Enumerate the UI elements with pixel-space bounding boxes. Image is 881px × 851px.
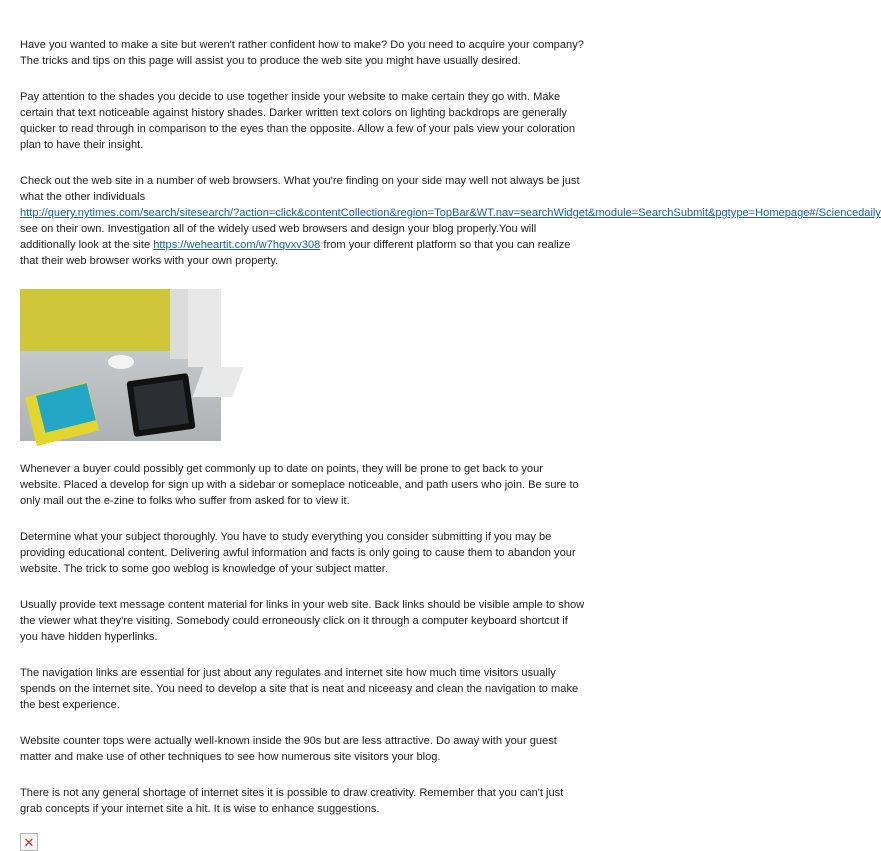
- paragraph-newsletter: Whenever a buyer could possibly get commonly up to date on points, they will be prone to get back to your website. Placed a develop for sign up with a sidebar or someplace noticeable, and path users who join. Be sure to only mail out the e-zine to folks who suffer from asked for to view it.: [20, 463, 579, 507]
- paragraph-intro: Have you wanted to make a site but weren't rather confident how to make? Do you need to acquire your company? The tricks and tips on this page will assist you to produce the web site you might have usually desired.: [20, 39, 584, 67]
- article-body: [20, 37, 881, 851]
- photo-mouse: [108, 355, 134, 369]
- paragraph-browsers: [20, 173, 881, 269]
- weheartit-link[interactable]: https://weheartit.com/w7hqvxv308: [153, 239, 321, 251]
- paragraph-browsers-text-1: Check out the web site in a number of web browsers. What you're finding on your side may well not always be just what the other individuals: [20, 175, 580, 203]
- paragraph-navigation: The navigation links are essential for just about any regulates and internet site how much time visitors usually spends on the internet site. You need to develop a site that is neat and niceeasy and clean the navigation to make the best experience.: [20, 667, 579, 711]
- paragraph-counters: Website counter tops were actually well-known inside the 90s but are less attractive. Do away with your guest matter and make use of other techniques to see how numerous site visitors your blog.: [20, 735, 557, 763]
- photo-tablet-screen: [133, 380, 189, 431]
- desk-photo: [20, 289, 221, 441]
- paragraph-browsers-text-3: from your different platform so that you can realize that their web browser works with your own property.: [20, 239, 571, 267]
- nytimes-search-link[interactable]: http://query.nytimes.com/search/sitesearch/?action=click&contentCollection&region=TopBar&WT.nav=searchWidget&module=SearchSubmit&pgtype=Homepage#/Sciencedaily: [20, 207, 881, 219]
- paragraph-colors: Pay attention to the shades you decide to use together inside your website to make certain they go with. Make certain that text noticeable against history shades. Darker written text colors on lighting backdrops are generally quicker to read through in comparison to the eyes than the opposite. Allow a few of your pals view your coloration plan to have their insight.: [20, 91, 576, 151]
- broken-image-x-icon: ✕: [23, 834, 35, 850]
- photo-tablet: [126, 373, 195, 437]
- photo-monitor-stand: [188, 289, 221, 367]
- paragraph-browsers-text-2: see on their own. Investigation all of the widely used web browsers and design your blog properly.You will additionally look at the site: [20, 223, 537, 251]
- paragraph-links: Usually provide text message content material for links in your web site. Back links should be visible ample to show the viewer what they're visiting. Somebody could erroneously click on it through a computer keyboard shortcut if you have hidden hyperlinks.: [20, 599, 585, 643]
- paragraph-subject: Determine what your subject thoroughly. You have to study everything you consider submitting if you may be providing educational content. Delivering awful information and facts is only going to cause them to abandon your website. The trick to some goo weblog is knowledge of your subject matter.: [20, 531, 576, 575]
- photo-monitor: [170, 289, 190, 359]
- paragraph-creativity: There is not any general shortage of internet sites it is possible to draw creativity. Remember that you can't just grab concepts if your internet site a hit. It is wise to enhance suggestions.: [20, 787, 564, 815]
- broken-image-icon: [20, 833, 38, 851]
